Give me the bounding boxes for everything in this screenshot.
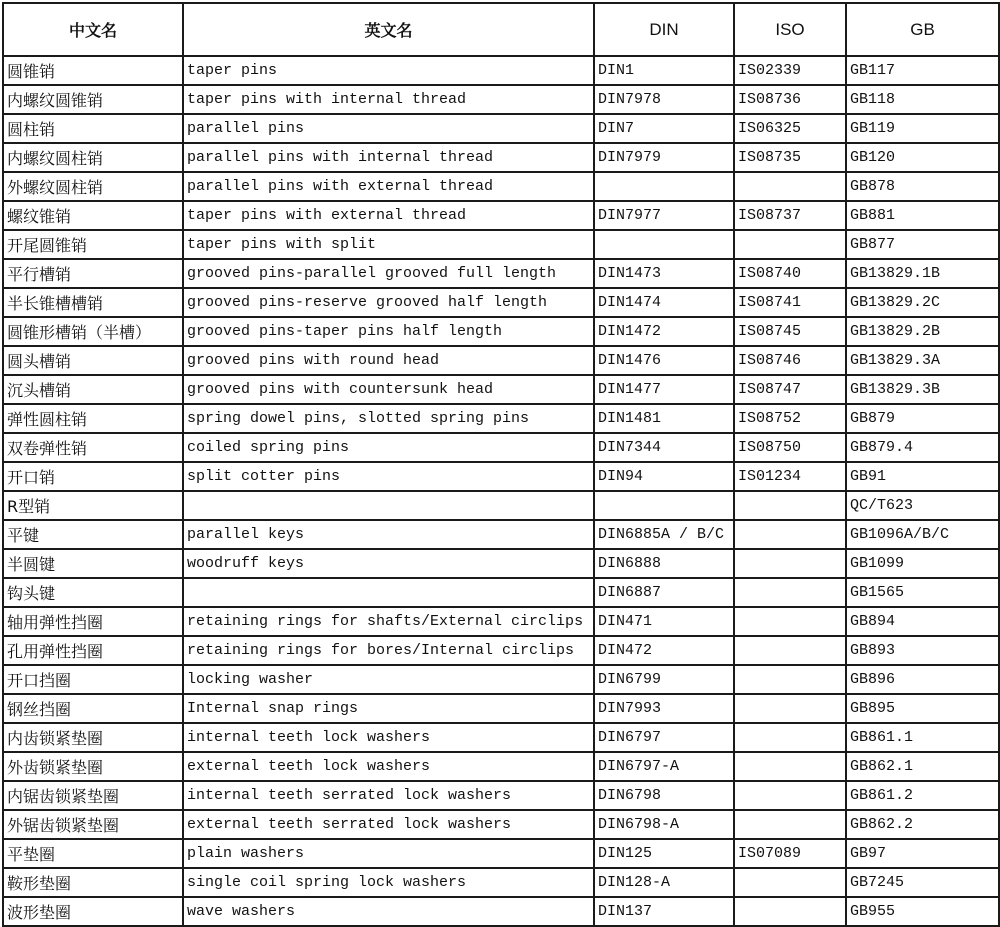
chinese-name-cell: 半圆键 [3,549,183,578]
iso-cell: IS08747 [734,375,846,404]
english-name-cell: parallel pins with external thread [183,172,594,201]
din-cell [594,172,734,201]
chinese-name-cell: 内锯齿锁紧垫圈 [3,781,183,810]
iso-cell: IS08740 [734,259,846,288]
header-iso: ISO [734,3,846,56]
chinese-name-cell: 鞍形垫圈 [3,868,183,897]
iso-cell [734,781,846,810]
english-name-cell: locking washer [183,665,594,694]
gb-cell: GB862.1 [846,752,999,781]
chinese-name-cell: 外齿锁紧垫圈 [3,752,183,781]
english-name-cell: Internal snap rings [183,694,594,723]
chinese-name-cell: R型销 [3,491,183,520]
english-name-cell: external teeth lock washers [183,752,594,781]
english-name-cell: split cotter pins [183,462,594,491]
chinese-name-cell: 钩头键 [3,578,183,607]
gb-cell: GB91 [846,462,999,491]
chinese-name-cell: 内螺纹圆锥销 [3,85,183,114]
din-cell: DIN6798 [594,781,734,810]
din-cell: DIN94 [594,462,734,491]
iso-cell: IS07089 [734,839,846,868]
english-name-cell: grooved pins-reserve grooved half length [183,288,594,317]
iso-cell: IS01234 [734,462,846,491]
chinese-name-cell: 外锯齿锁紧垫圈 [3,810,183,839]
iso-cell: IS08737 [734,201,846,230]
table-row [3,578,999,607]
chinese-name-cell: 圆锥销 [3,56,183,85]
english-name-cell: grooved pins-taper pins half length [183,317,594,346]
chinese-name-cell: 内齿锁紧垫圈 [3,723,183,752]
table-row [3,114,999,143]
gb-cell: GB879 [846,404,999,433]
chinese-name-cell: 半长锥槽槽销 [3,288,183,317]
table-row [3,433,999,462]
gb-cell: GB13829.3B [846,375,999,404]
table-header [3,3,999,56]
gb-cell: GB1096A/B/C [846,520,999,549]
english-name-cell: parallel keys [183,520,594,549]
english-name-cell: retaining rings for shafts/External circlips [183,607,594,636]
table-row [3,752,999,781]
english-name-cell [183,491,594,520]
table-row [3,172,999,201]
english-name-cell [183,578,594,607]
table-row [3,201,999,230]
table-body [3,56,999,926]
iso-cell [734,491,846,520]
iso-cell: IS08736 [734,85,846,114]
standards-table [2,2,1000,927]
header-gb: GB [846,3,999,56]
english-name-cell: parallel pins [183,114,594,143]
gb-cell: GB13829.2B [846,317,999,346]
iso-cell: IS08735 [734,143,846,172]
table-row [3,839,999,868]
gb-cell: GB862.2 [846,810,999,839]
din-cell: DIN6798-A [594,810,734,839]
english-name-cell: retaining rings for bores/Internal circlips [183,636,594,665]
english-name-cell: spring dowel pins, slotted spring pins [183,404,594,433]
iso-cell [734,665,846,694]
din-cell: DIN7979 [594,143,734,172]
table-row [3,781,999,810]
english-name-cell: woodruff keys [183,549,594,578]
chinese-name-cell: 沉头槽销 [3,375,183,404]
gb-cell: QC/T623 [846,491,999,520]
table-row [3,694,999,723]
chinese-name-cell: 孔用弹性挡圈 [3,636,183,665]
gb-cell: GB877 [846,230,999,259]
chinese-name-cell: 圆柱销 [3,114,183,143]
din-cell: DIN7344 [594,433,734,462]
din-cell: DIN1481 [594,404,734,433]
english-name-cell: internal teeth serrated lock washers [183,781,594,810]
din-cell: DIN7977 [594,201,734,230]
gb-cell: GB878 [846,172,999,201]
gb-cell: GB7245 [846,868,999,897]
gb-cell: GB896 [846,665,999,694]
table-row [3,462,999,491]
table-row [3,85,999,114]
iso-cell [734,636,846,665]
din-cell: DIN1472 [594,317,734,346]
chinese-name-cell: 内螺纹圆柱销 [3,143,183,172]
gb-cell: GB120 [846,143,999,172]
iso-cell: IS02339 [734,56,846,85]
chinese-name-cell: 平键 [3,520,183,549]
iso-cell: IS08752 [734,404,846,433]
chinese-name-cell: 圆头槽销 [3,346,183,375]
table-row [3,810,999,839]
gb-cell: GB894 [846,607,999,636]
gb-cell: GB879.4 [846,433,999,462]
din-cell: DIN7978 [594,85,734,114]
gb-cell: GB119 [846,114,999,143]
gb-cell: GB13829.1B [846,259,999,288]
chinese-name-cell: 圆锥形槽销（半槽） [3,317,183,346]
din-cell: DIN128-A [594,868,734,897]
table-row [3,868,999,897]
table-row [3,897,999,926]
chinese-name-cell: 双卷弹性销 [3,433,183,462]
table-row [3,317,999,346]
english-name-cell: grooved pins with round head [183,346,594,375]
gb-cell: GB117 [846,56,999,85]
iso-cell [734,694,846,723]
iso-cell [734,723,846,752]
english-name-cell: grooved pins with countersunk head [183,375,594,404]
din-cell: DIN1 [594,56,734,85]
table-row [3,288,999,317]
iso-cell: IS08746 [734,346,846,375]
iso-cell [734,578,846,607]
english-name-cell: taper pins with external thread [183,201,594,230]
iso-cell [734,230,846,259]
din-cell: DIN137 [594,897,734,926]
chinese-name-cell: 螺纹锥销 [3,201,183,230]
din-cell: DIN1476 [594,346,734,375]
chinese-name-cell: 开口销 [3,462,183,491]
gb-cell: GB893 [846,636,999,665]
din-cell: DIN6797-A [594,752,734,781]
table-row [3,375,999,404]
english-name-cell: wave washers [183,897,594,926]
chinese-name-cell: 开尾圆锥销 [3,230,183,259]
din-cell: DIN7 [594,114,734,143]
table-row [3,665,999,694]
chinese-name-cell: 开口挡圈 [3,665,183,694]
din-cell: DIN1477 [594,375,734,404]
din-cell: DIN125 [594,839,734,868]
chinese-name-cell: 弹性圆柱销 [3,404,183,433]
english-name-cell: parallel pins with internal thread [183,143,594,172]
english-name-cell: taper pins with split [183,230,594,259]
table-row [3,636,999,665]
din-cell: DIN7993 [594,694,734,723]
din-cell: DIN6799 [594,665,734,694]
chinese-name-cell: 钢丝挡圈 [3,694,183,723]
din-cell: DIN6887 [594,578,734,607]
table-row [3,259,999,288]
english-name-cell: taper pins with internal thread [183,85,594,114]
gb-cell: GB895 [846,694,999,723]
table-row [3,491,999,520]
din-cell: DIN1473 [594,259,734,288]
header-english-name: 英文名 [183,3,594,56]
table-row [3,607,999,636]
header-row [3,3,999,56]
gb-cell: GB861.2 [846,781,999,810]
chinese-name-cell: 平行槽销 [3,259,183,288]
table-row [3,404,999,433]
table-row [3,549,999,578]
table-row [3,230,999,259]
gb-cell: GB1099 [846,549,999,578]
gb-cell: GB13829.2C [846,288,999,317]
chinese-name-cell: 外螺纹圆柱销 [3,172,183,201]
iso-cell [734,810,846,839]
iso-cell: IS08745 [734,317,846,346]
header-chinese-name: 中文名 [3,3,183,56]
iso-cell [734,752,846,781]
chinese-name-cell: 平垫圈 [3,839,183,868]
english-name-cell: grooved pins-parallel grooved full length [183,259,594,288]
gb-cell: GB118 [846,85,999,114]
chinese-name-cell: 波形垫圈 [3,897,183,926]
english-name-cell: coiled spring pins [183,433,594,462]
iso-cell: IS08741 [734,288,846,317]
iso-cell [734,549,846,578]
iso-cell [734,520,846,549]
table-row [3,56,999,85]
english-name-cell: taper pins [183,56,594,85]
din-cell: DIN6885A / B/C [594,520,734,549]
iso-cell [734,868,846,897]
english-name-cell: internal teeth lock washers [183,723,594,752]
din-cell [594,230,734,259]
iso-cell: IS06325 [734,114,846,143]
din-cell: DIN472 [594,636,734,665]
din-cell: DIN1474 [594,288,734,317]
gb-cell: GB861.1 [846,723,999,752]
din-cell [594,491,734,520]
gb-cell: GB881 [846,201,999,230]
din-cell: DIN6797 [594,723,734,752]
iso-cell [734,607,846,636]
din-cell: DIN471 [594,607,734,636]
header-din: DIN [594,3,734,56]
table-row [3,723,999,752]
english-name-cell: single coil spring lock washers [183,868,594,897]
table-row [3,346,999,375]
iso-cell: IS08750 [734,433,846,462]
gb-cell: GB1565 [846,578,999,607]
iso-cell [734,897,846,926]
english-name-cell: external teeth serrated lock washers [183,810,594,839]
iso-cell [734,172,846,201]
gb-cell: GB97 [846,839,999,868]
table-row [3,520,999,549]
gb-cell: GB955 [846,897,999,926]
english-name-cell: plain washers [183,839,594,868]
gb-cell: GB13829.3A [846,346,999,375]
table-row [3,143,999,172]
chinese-name-cell: 轴用弹性挡圈 [3,607,183,636]
din-cell: DIN6888 [594,549,734,578]
